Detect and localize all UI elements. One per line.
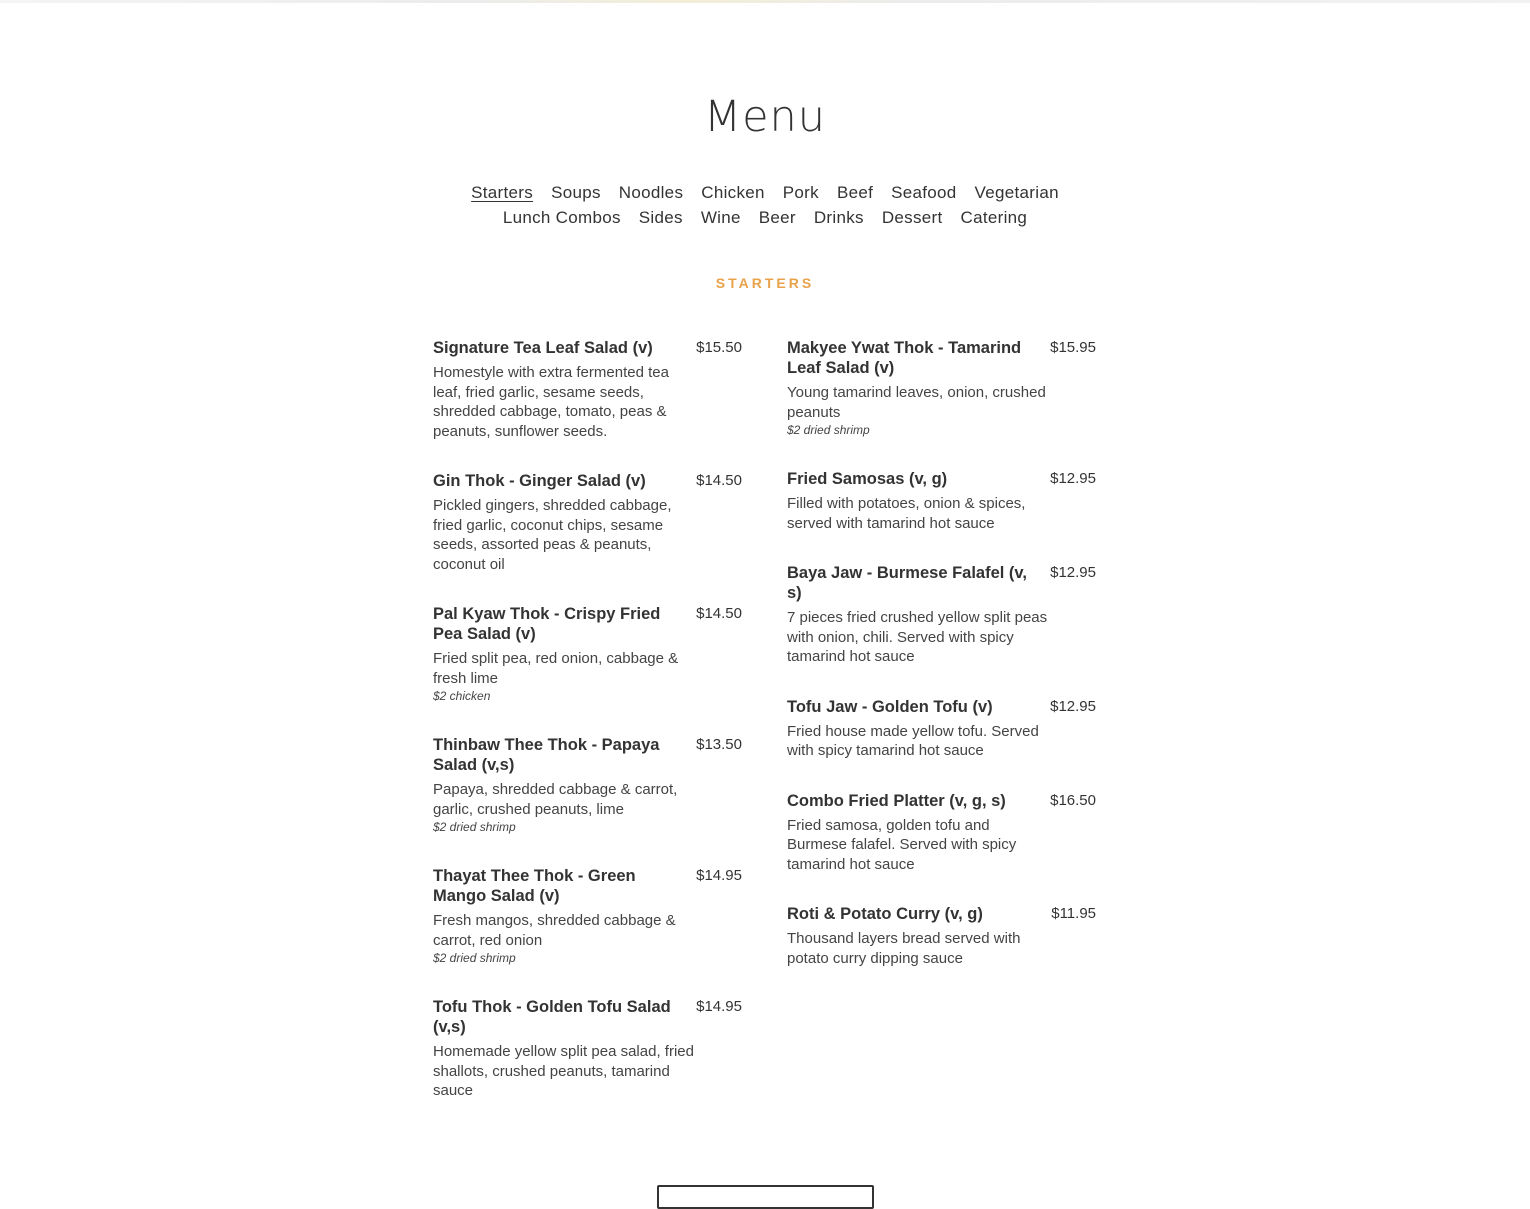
menu-item-description: Fresh mangos, shredded cabbage & carrot, red onion — [433, 912, 676, 949]
nav-link-wine[interactable]: Wine — [700, 208, 741, 227]
menu-item-name: Pal Kyaw Thok - Crispy Fried Pea Salad (v) — [433, 605, 661, 643]
menu-item-description: Thousand layers bread served with potato curry dipping sauce — [787, 930, 1021, 967]
page-title: Menu — [703, 92, 827, 142]
menu-item-description: 7 pieces fried crushed yellow split peas with onion, chili. Served with spicy tamarind hot sauce — [787, 609, 1048, 665]
section-heading: STARTERS — [715, 275, 815, 291]
menu-item-header — [787, 791, 1096, 811]
menu-item-price: $15.95 — [1050, 339, 1096, 356]
menu-item-description: Filled with potatoes, onion & spices, served with tamarind hot sauce — [787, 495, 1026, 532]
menu-item — [433, 735, 742, 836]
menu-item-header — [787, 904, 1096, 924]
nav-link-soups[interactable]: Soups — [551, 183, 601, 202]
menu-item-description: Fried samosa, golden tofu and Burmese falafel. Served with spicy tamarind hot sauce — [787, 816, 1017, 873]
nav-link-pork[interactable]: Pork — [782, 183, 819, 202]
menu-item-name: Thinbaw Thee Thok - Papaya Salad (v,s) — [433, 736, 660, 774]
menu-item-description: Homemade yellow split pea salad, fried shallots, crushed peanuts, tamarind sauce — [433, 1043, 694, 1099]
menu-item-name: Tofu Thok - Golden Tofu Salad (v,s) — [433, 998, 671, 1036]
menu-item-price: $12.95 — [1050, 564, 1096, 581]
menu-item — [787, 338, 1096, 439]
menu-item-header — [787, 563, 1096, 603]
menu-item-name: Tofu Jaw - Golden Tofu (v) — [787, 697, 993, 716]
menu-item-name: Baya Jaw - Burmese Falafel (v, s) — [787, 564, 1027, 602]
menu-item-description: Homestyle with extra fermented tea leaf, fried garlic, sesame seeds, shredded cabbage, tomato, peas & peanuts, sunflower seeds. — [433, 364, 669, 440]
menu-item-price: $11.95 — [1051, 905, 1096, 922]
menu-item-name: Gin Thok - Ginger Salad (v) — [433, 472, 646, 490]
menu-item-price: $14.50 — [696, 472, 742, 489]
menu-item — [787, 697, 1096, 761]
menu-item-name: Signature Tea Leaf Salad (v) — [433, 339, 653, 357]
menu-item-price: $15.50 — [696, 339, 742, 356]
menu-item-header — [433, 735, 742, 775]
nav-link-chicken[interactable]: Chicken — [701, 183, 765, 202]
menu-item-price: $14.50 — [696, 605, 742, 622]
menu-item-header — [433, 866, 742, 906]
nav-link-sides[interactable]: Sides — [638, 208, 683, 227]
category-nav — [0, 180, 1530, 230]
nav-link-lunch-combos[interactable]: Lunch Combos — [502, 208, 621, 227]
menu-item — [433, 471, 742, 574]
menu-item-name: Roti & Potato Curry (v, g) — [787, 905, 983, 923]
menu-item-header — [433, 338, 742, 358]
menu-item-addon: $2 dried shrimp — [433, 951, 516, 965]
category-nav-row — [0, 180, 1530, 205]
menu-item-description: Papaya, shredded cabbage & carrot, garlic, crushed peanuts, lime — [433, 781, 678, 818]
menu-item — [787, 469, 1096, 533]
nav-link-vegetarian[interactable]: Vegetarian — [974, 183, 1059, 202]
menu-item-name: Thayat Thee Thok - Green Mango Salad (v) — [433, 867, 636, 905]
nav-link-catering[interactable]: Catering — [960, 208, 1028, 227]
menu-item-header — [433, 997, 742, 1037]
nav-link-noodles[interactable]: Noodles — [618, 183, 684, 202]
menu-item-price: $12.95 — [1050, 697, 1096, 715]
menu-item-description: Young tamarind leaves, onion, crushed peanuts — [787, 384, 1046, 421]
menu-item-header — [787, 338, 1096, 378]
menu-column-left — [433, 338, 742, 1131]
nav-link-beer[interactable]: Beer — [758, 208, 796, 227]
menu-item-price: $14.95 — [696, 998, 742, 1015]
menu-item — [787, 904, 1096, 968]
nav-link-seafood[interactable]: Seafood — [891, 183, 957, 202]
menu-item-header — [433, 604, 742, 644]
nav-link-beef[interactable]: Beef — [836, 183, 874, 202]
menu-item — [433, 338, 742, 441]
menu-item-description: Fried house made yellow tofu. Served with spicy tamarind hot sauce — [787, 722, 1039, 759]
menu-item-name: Fried Samosas (v, g) — [787, 470, 948, 488]
menu-item — [433, 866, 742, 967]
menu-item-price: $13.50 — [696, 736, 742, 753]
menu-item-name: Combo Fried Platter (v, g, s) — [787, 791, 1006, 810]
menu-item-name: Makyee Ywat Thok - Tamarind Leaf Salad (v) — [787, 339, 1022, 377]
menu-item — [787, 791, 1096, 875]
menu-item-description: Pickled gingers, shredded cabbage, fried garlic, coconut chips, sesame seeds, assorted peas & peanuts, coconut oil — [433, 497, 672, 573]
menu-item-addon: $2 chicken — [433, 689, 491, 703]
nav-link-drinks[interactable]: Drinks — [813, 208, 864, 227]
menu-item-addon: $2 dried shrimp — [433, 820, 516, 834]
menu-item-addon: $2 dried shrimp — [787, 423, 870, 437]
nav-link-dessert[interactable]: Dessert — [881, 208, 943, 227]
menu-item-header — [787, 469, 1096, 489]
menu-item-header — [433, 471, 742, 491]
header-divider — [0, 0, 1530, 3]
menu-item-price: $14.95 — [696, 867, 742, 884]
menu-item — [433, 997, 742, 1101]
menu-item-description: Fried split pea, red onion, cabbage & fresh lime — [433, 650, 679, 687]
menu-item — [787, 563, 1096, 667]
nav-link-starters[interactable]: Starters — [471, 183, 534, 202]
menu-item-price: $12.95 — [1050, 470, 1096, 487]
category-nav-row — [0, 205, 1530, 230]
menu-item-price: $16.50 — [1050, 791, 1096, 809]
menu-item-header — [787, 697, 1096, 717]
menu-column-right — [787, 338, 1096, 998]
menu-item — [433, 604, 742, 705]
